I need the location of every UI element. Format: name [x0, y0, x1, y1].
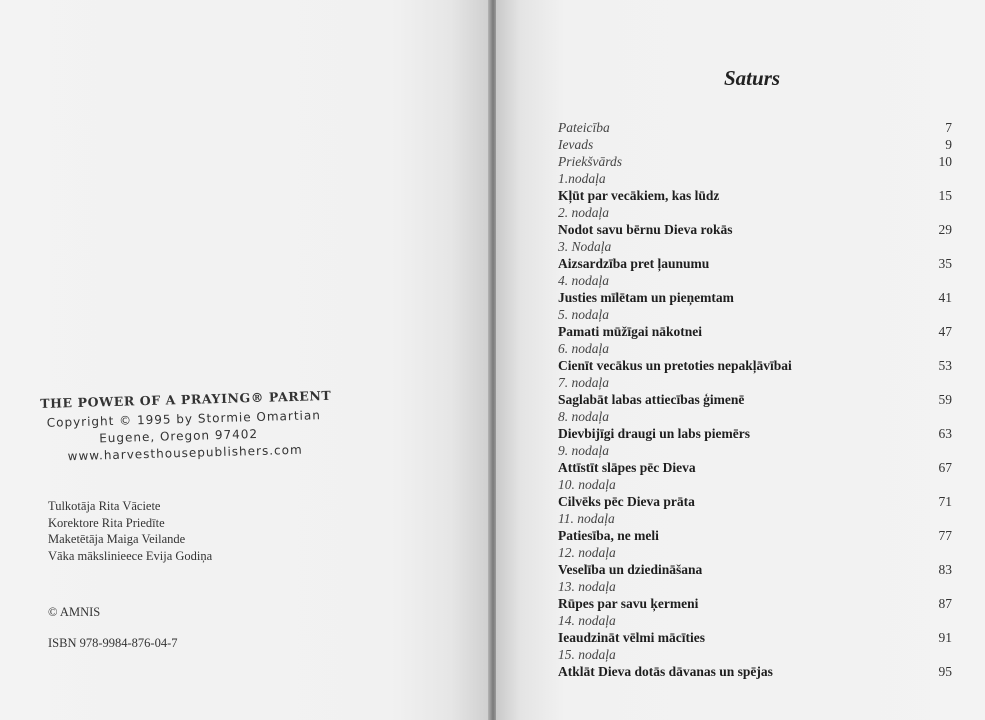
- toc-entry: [558, 119, 952, 136]
- toc-page-number: 67: [938, 460, 952, 475]
- chapter-number-label: 12. nodaļa: [558, 545, 616, 560]
- toc-page-number: 53: [938, 358, 952, 373]
- chapter-title: Patiesība, ne meli: [558, 528, 659, 543]
- chapter-number-label: 2. nodaļa: [558, 205, 610, 220]
- chapter-number: [558, 374, 952, 391]
- toc-entry: [558, 153, 952, 170]
- chapter-entry: [558, 425, 952, 442]
- chapter-entry: [558, 255, 952, 272]
- chapter-number-label: 5. nodaļa: [558, 307, 610, 322]
- toc-page-number: 71: [938, 494, 952, 509]
- credit-proofreader: Korektore Rita Priedīte: [48, 515, 165, 530]
- toc-page-number: 10: [938, 154, 952, 169]
- chapter-entry: [558, 289, 952, 306]
- chapter-entry: [558, 391, 952, 408]
- chapter-number-label: 11. nodaļa: [558, 511, 615, 526]
- chapter-number: [558, 442, 952, 459]
- toc-title: Saturs: [724, 66, 781, 90]
- original-book-title: THE POWER OF A PRAYING® PARENT: [40, 387, 332, 411]
- chapter-number-label: 6. nodaļa: [558, 341, 610, 356]
- toc-entry-label: Pateicība: [558, 120, 610, 135]
- toc-page-number: 77: [938, 528, 952, 543]
- chapter-number-label: 15. nodaļa: [558, 647, 616, 662]
- chapter-entry: [558, 493, 952, 510]
- chapter-title: Veselība un dziedināšana: [558, 562, 703, 577]
- chapter-entry: [558, 561, 952, 578]
- chapter-entry: [558, 323, 952, 340]
- chapter-number: [558, 646, 952, 663]
- toc-page-number: 63: [938, 426, 952, 441]
- chapter-number: [558, 578, 952, 595]
- toc-page-number: 7: [945, 120, 952, 135]
- chapter-number: [558, 408, 952, 425]
- copyright-line: Copyright © 1995 by Stormie Omartian: [46, 408, 322, 430]
- chapter-number-label: 14. nodaļa: [558, 613, 616, 628]
- chapter-entry: [558, 663, 952, 680]
- chapter-number: [558, 510, 952, 527]
- toc-entry-label: Ievads: [558, 137, 594, 152]
- credit-translator: Tulkotāja Rita Vāciete: [48, 499, 161, 513]
- publisher-notice: © AMNIS: [48, 605, 101, 619]
- chapter-entry: [558, 527, 952, 544]
- chapter-number: [558, 170, 952, 187]
- chapter-title: Cienīt vecākus un pretoties nepakļāvībai: [558, 358, 792, 373]
- chapter-title: Rūpes par savu ķermeni: [558, 596, 699, 611]
- chapter-number-label: 3. Nodaļa: [558, 239, 612, 254]
- chapter-title: Atklāt Dieva dotās dāvanas un spējas: [558, 664, 773, 679]
- chapter-entry: [558, 357, 952, 374]
- chapter-title: Ieaudzināt vēlmi mācīties: [558, 630, 705, 645]
- chapter-entry: [558, 459, 952, 476]
- chapter-number: [558, 612, 952, 629]
- toc-entry: [558, 136, 952, 153]
- chapter-entry: [558, 595, 952, 612]
- chapter-number-label: 8. nodaļa: [558, 409, 610, 424]
- toc-page-number: 29: [938, 222, 952, 237]
- credit-layout: Maketētāja Maiga Veilande: [48, 532, 186, 546]
- chapter-number: [558, 476, 952, 493]
- chapter-title: Attīstīt slāpes pēc Dieva: [558, 460, 696, 475]
- chapter-title: Dievbijīgi draugi un labs piemērs: [558, 426, 751, 441]
- toc-page-number: 9: [945, 137, 952, 152]
- toc-page-number: 35: [938, 256, 952, 271]
- chapter-entry: [558, 629, 952, 646]
- chapter-number: [558, 204, 952, 221]
- chapter-number: [558, 340, 952, 357]
- toc-entry-label: Priekšvārds: [558, 154, 622, 169]
- chapter-title: Saglabāt labas attiecības ģimenē: [558, 392, 745, 407]
- toc-page-number: 87: [938, 596, 952, 611]
- credit-cover-artist: Vāka mākslinieece Evija Godiņa: [48, 548, 213, 563]
- chapter-entry: [558, 221, 952, 238]
- chapter-title: Justies mīlētam un pieņemtam: [558, 290, 734, 305]
- chapter-number: [558, 238, 952, 255]
- toc-page-number: 95: [938, 664, 952, 679]
- chapter-title: Aizsardzība pret ļaunumu: [558, 256, 710, 271]
- left-page: [0, 0, 490, 720]
- toc-page-number: 83: [938, 562, 952, 577]
- chapter-title: Kļūt par vecākiem, kas lūdz: [558, 188, 720, 203]
- toc-page-number: 15: [938, 188, 952, 203]
- chapter-number-label: 1.nodaļa: [558, 171, 606, 186]
- credits-list: [48, 498, 212, 564]
- toc-page-number: 59: [938, 392, 952, 407]
- chapter-number: [558, 544, 952, 561]
- chapter-number-label: 7. nodaļa: [558, 375, 610, 390]
- chapter-number: [558, 272, 952, 289]
- chapter-entry: [558, 187, 952, 204]
- chapter-number-label: 13. nodaļa: [558, 579, 616, 594]
- isbn: ISBN 978-9984-876-04-7: [48, 636, 178, 650]
- chapter-title: Pamati mūžīgai nākotnei: [558, 324, 702, 339]
- toc-page-number: 91: [938, 630, 952, 645]
- chapter-number-label: 10. nodaļa: [558, 477, 616, 492]
- chapter-number-label: 4. nodaļa: [558, 273, 610, 288]
- toc-page-number: 41: [938, 290, 952, 305]
- publisher-location: Eugene, Oregon 97402: [99, 426, 259, 446]
- chapter-title: Cilvēks pēc Dieva prāta: [558, 494, 695, 509]
- chapter-title: Nodot savu bērnu Dieva rokās: [558, 222, 733, 237]
- table-of-contents: [558, 119, 952, 680]
- copyright-block: [40, 388, 342, 466]
- publisher-website: www.harvesthousepublishers.com: [67, 442, 303, 464]
- chapter-number-label: 9. nodaļa: [558, 443, 610, 458]
- chapter-number: [558, 306, 952, 323]
- toc-page-number: 47: [938, 324, 952, 339]
